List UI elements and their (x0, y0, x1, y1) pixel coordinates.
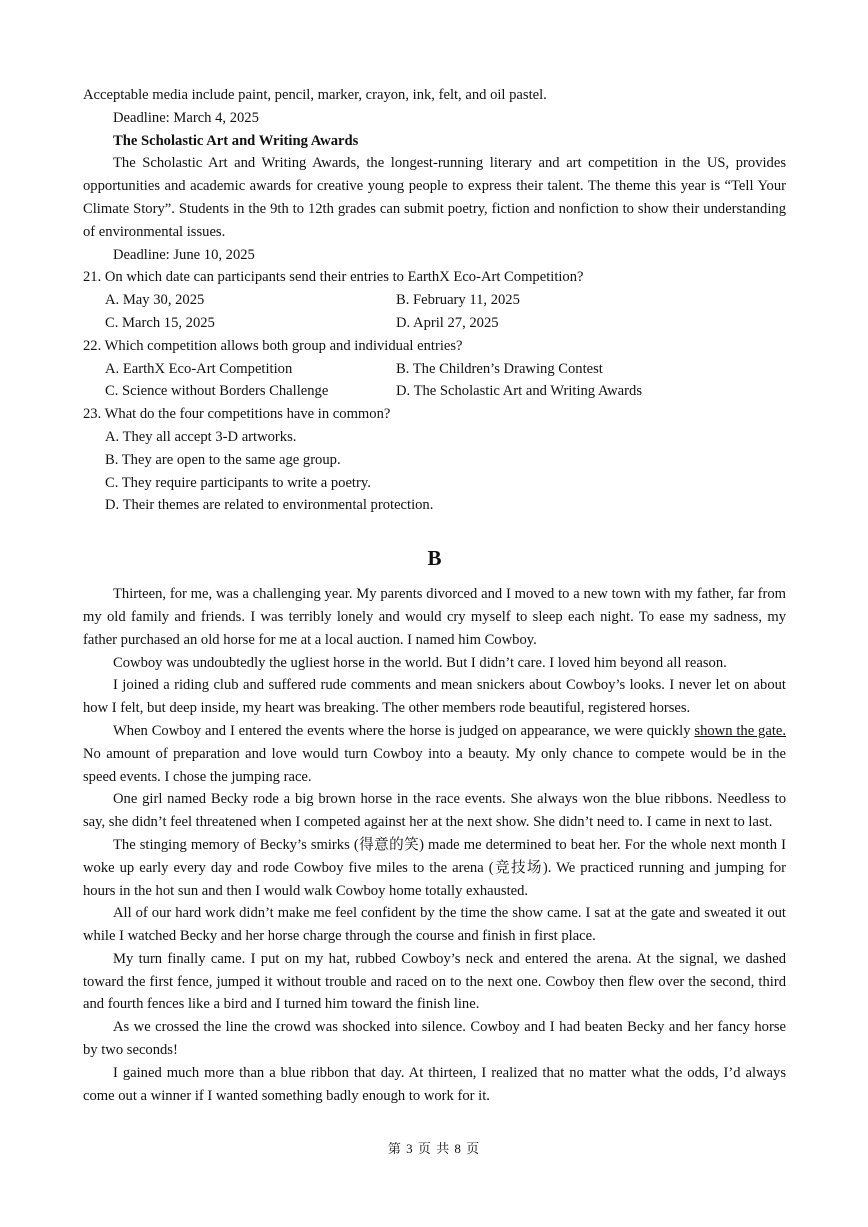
page-number-footer: 第 3 页 共 8 页 (387, 1141, 481, 1156)
story-paragraph-10: I gained much more than a blue ribbon that day. At thirteen, I realized that no matter what the odds, I’d always come out a winner if I wanted something badly enough to work for it. (83, 1064, 786, 1104)
underlined-phrase: shown the gate. (694, 722, 786, 739)
media-line: Acceptable media include paint, pencil, marker, crayon, ink, felt, and oil pastel. (83, 87, 547, 103)
q22-option-b: B. The Children’s Drawing Contest (396, 360, 603, 377)
story-paragraph-1: Thirteen, for me, was a challenging year. My parents divorced and I moved to a new town with my father, far from my old family and friends. I was terribly lonely and would cry myself to sleep each night. To ease my sadness, my father purchased an old horse for me at a local auction. I named him Cowboy. (83, 586, 786, 648)
q22-option-d: D. The Scholastic Art and Writing Awards (396, 383, 642, 400)
story-paragraph-8: My turn finally came. I put on my hat, rubbed Cowboy’s neck and entered the arena. At the signal, we dashed toward the first fence, jumped it without trouble and raced on to the next one. Cowboy then flew over the second, third and fourth fences like a bird and I turned him toward the finish line. (83, 950, 786, 1013)
q23-option-a: A. They all accept 3-D artworks. (105, 428, 297, 445)
deadline-scholastic: Deadline: June 10, 2025 (113, 246, 255, 263)
q23-option-d-row (83, 494, 786, 517)
q23-option-b: B. They are open to the same age group. (105, 451, 341, 468)
story-paragraph-4 (83, 720, 786, 788)
story-paragraph-6: The stinging memory of Becky’s smirks (得意的笑) made me determined to beat her. For the whole next month I woke up early every day and rode Cowboy five miles to the arena (竞技场). We practiced running and jumping for hours in the hot sun and then I would walk Cowboy home totally exhausted. (83, 836, 786, 899)
question-22-options-row1 (83, 358, 786, 381)
section-b-heading: B (427, 546, 442, 571)
q23-option-b-row (83, 449, 786, 472)
question-22: 22. Which competition allows both group and individual entries? (83, 337, 463, 354)
deadline-ecoart: Deadline: March 4, 2025 (113, 109, 259, 126)
story-paragraph-7: All of our hard work didn’t make me feel confident by the time the show came. I sat at the gate and sweated it out while I watched Becky and her horse charge through the course and finish in first place. (83, 905, 786, 945)
story-paragraph-2: Cowboy was undoubtedly the ugliest horse in the world. But I didn’t care. I loved him beyond all reason. (113, 654, 727, 671)
scholastic-description: The Scholastic Art and Writing Awards, the longest-running literary and art competition in the US, provides opportunities and academic awards for creative young people to express their talent. The theme this year is “Tell Your Climate Story”. Students in the 9th to 12th grades can submit poetry, fiction and nonfiction to show their understanding of environmental issues. (83, 155, 786, 240)
story-paragraph-4-end: No amount of preparation and love would turn Cowboy into a beauty. My only chance to compete would be in the speed events. I chose the jumping race. (83, 745, 786, 785)
story-paragraph-3: I joined a riding club and suffered rude comments and mean snickers about Cowboy’s looks. I never let on about how I felt, but deep inside, my heart was breaking. The other members rode beautiful, registered horses. (83, 677, 786, 717)
question-21: 21. On which date can participants send their entries to EarthX Eco-Art Competition? (83, 269, 584, 286)
story-paragraph-9: As we crossed the line the crowd was shocked into silence. Cowboy and I had beaten Becky and her fancy horse by two seconds! (83, 1019, 786, 1059)
question-21-options-row1 (83, 289, 786, 312)
q23-option-c-row (83, 472, 786, 495)
question-22-options-row2 (83, 380, 786, 403)
q21-option-c: C. March 15, 2025 (105, 314, 215, 331)
story-paragraph-4-start: When Cowboy and I entered the events where the horse is judged on appearance, we were quickly (113, 722, 695, 739)
q23-option-d: D. Their themes are related to environmental protection. (105, 497, 434, 514)
q21-option-a: A. May 30, 2025 (105, 292, 205, 309)
q23-option-c: C. They require participants to write a poetry. (105, 474, 371, 491)
q23-option-a-row (83, 426, 786, 449)
question-23: 23. What do the four competitions have in common? (83, 406, 391, 423)
question-21-options-row2 (83, 312, 786, 335)
q22-option-a: A. EarthX Eco-Art Competition (105, 360, 293, 377)
q22-option-c: C. Science without Borders Challenge (105, 383, 329, 400)
document-page (83, 84, 786, 1107)
q21-option-b: B. February 11, 2025 (396, 292, 520, 309)
q21-option-d: D. April 27, 2025 (396, 314, 499, 331)
scholastic-title: The Scholastic Art and Writing Awards (113, 132, 359, 149)
story-paragraph-5: One girl named Becky rode a big brown horse in the race events. She always won the blue ribbons. Needless to say, she didn’t feel threatened when I competed against her at the next show. She didn’t need to. I came in next to last. (83, 791, 786, 831)
